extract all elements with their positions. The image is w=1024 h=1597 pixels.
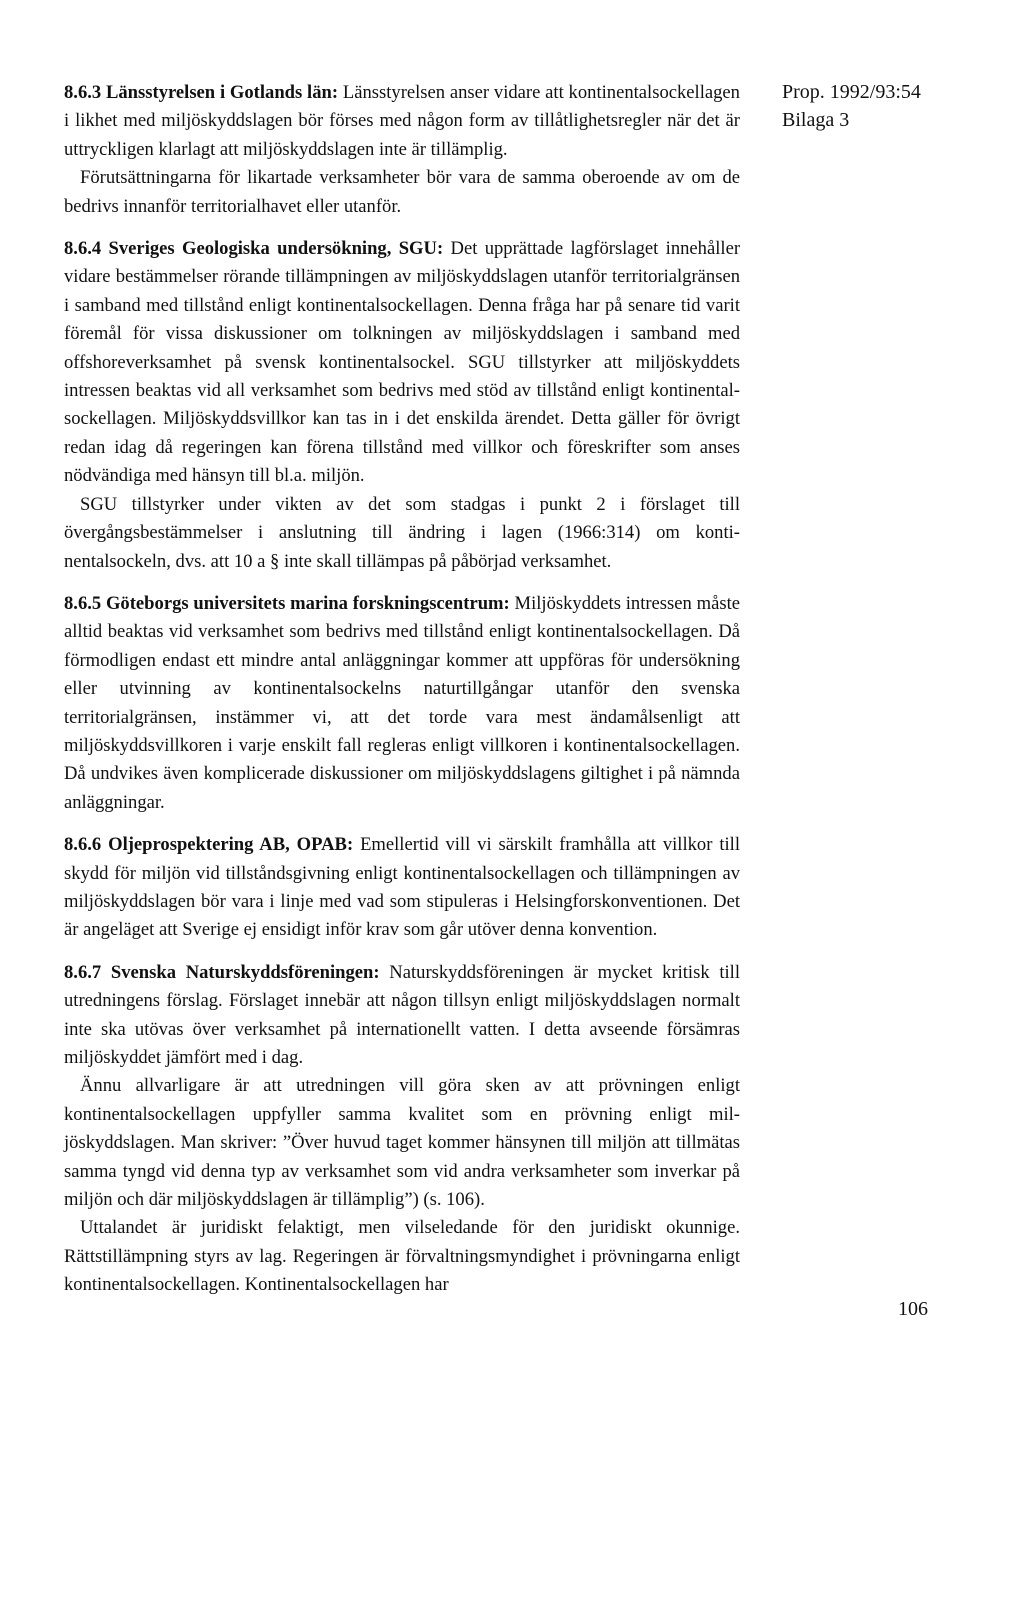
paragraph-text: Naturskyddsföreningen är mycket kritisk till utredningens förslag. Förslaget innebär att någon tillsyn enligt miljöskyddslagen normalt inte ska utövas över verksamhet på internationellt vatten. I detta avseende försämras miljöskyddet jämfört med i dag. — [64, 961, 740, 1068]
section-8-6-3 — [64, 79, 740, 221]
section-8-6-4 — [64, 235, 740, 576]
section-8-6-5 — [64, 590, 740, 817]
paragraph-text: Länsstyrelsen anser vidare att kontinentalsockellagen i likhet med miljöskyddslagen bör förses med någon form av tillåtlighetsregler när det är uttryckligen klarlagt att miljöskyddslagen inte är tillämplig. — [64, 82, 740, 160]
document-reference — [782, 78, 982, 134]
section-8-6-7 — [64, 959, 740, 1300]
section-heading: 8.6.3 Länsstyrelsen i Gotlands län: — [64, 82, 339, 103]
paragraph: Uttalandet är juridiskt felaktigt, men vilseledande för den juridiskt okunnige. Rättstillämpning styrs av lag. Regeringen är förvaltningsmyndighet i prövningarna enligt kontinentalsockellagen. Kontinentalsockellagen har — [64, 1217, 740, 1296]
paragraph-text: Det upprättade lagförslaget innehåller vidare bestämmelser rörande tillämpningen av miljöskyddslagen utanför territorialgränsen i samband med tillstånd enligt kontinentalsockellagen. Denna fråga har på senare tid varit föremål för vissa diskussioner om tolkningen av miljöskyddslagen i samband med offshoreverksamhet på svensk kontinentalsockel. SGU tillstyrker att miljöskyddets intressen beaktas vid all verksamhet som bedrivs med stöd av tillstånd enligt kontinentalsockellagen. Miljöskyddsvillkor kan tas in i det enskilda ärendet. Detta gäller för övrigt redan idag då regeringen kan förena tillstånd med villkor och föreskrifter som anses nödvändiga med hänsyn till bl.a. miljön. — [64, 238, 741, 487]
proposition-number: Prop. 1992/93:54 — [782, 81, 921, 103]
paragraph-text: Emellertid vill vi särskilt framhålla att villkor till skydd för miljön vid tillståndsgivning enligt kontinentalsockellagen och tillämpningen av miljöskyddslagen bör vara i linje med vad som stipuleras i Helsingforskonventionen. Det är angeläget att Sverige ej ensidigt inför krav som går utöver denna konvention. — [64, 834, 740, 941]
page-number: 106 — [898, 1298, 928, 1320]
paragraph: SGU tillstyrker under vikten av det som stadgas i punkt 2 i förslaget till övergångsbestämmelser i anslutning till ändring i lagen (1966:314) om kontinentalsockeln, dvs. att 10 a § inte skall tillämpas på påbörjad verksamhet. — [64, 493, 740, 572]
paragraph-text: Miljöskyddets intressen måste alltid beaktas vid verksamhet som bedrivs med tillstånd enligt kontinentalsockellagen. Då förmodligen endast ett mindre antal anläggningar kommer att uppföras för undersökning eller utvinning av kontinentalsockelns naturtillgångar utanför den svenska territorialgränsen, instämmer vi, att det torde vara mest ändamålsenligt att miljöskyddsvillkoren i varje enskilt fall regleras enligt villkoren i kontinentalsockellagen. Då undvikes även komplicerade diskussioner om miljöskyddslagens giltighet i på nämnda anläggningar. — [64, 592, 740, 813]
section-heading: 8.6.5 Göteborgs universitets marina forskningscentrum: — [64, 592, 510, 614]
paragraph — [64, 831, 740, 945]
paragraph — [64, 590, 740, 817]
main-text — [64, 79, 740, 1314]
section-heading: 8.6.7 Svenska Naturskyddsföreningen: — [64, 961, 380, 983]
paragraph — [64, 235, 740, 491]
paragraph: Förutsättningarna för likartade verksamheter bör vara de samma oberoende av om de bedrivs innanför territorialhavet eller utanför. — [64, 167, 740, 217]
appendix-label: Bilaga 3 — [782, 109, 850, 131]
section-heading: 8.6.4 Sveriges Geologiska undersökning, SGU: — [64, 238, 444, 260]
paragraph — [64, 959, 740, 1073]
paragraph — [64, 79, 740, 164]
section-8-6-6 — [64, 831, 740, 945]
section-heading: 8.6.6 Oljeprospektering AB, OPAB: — [64, 834, 354, 856]
paragraph: Ännu allvarligare är att utredningen vill göra sken av att prövningen enligt kontinentalsockellagen uppfyller samma kvalitet som en prövning enligt miljöskyddslagen. Man skriver: ”Över huvud taget kommer hänsynen till miljön att tillmätas samma tyngd vid denna typ av verksamhet som vid andra verksamheter som inverkar på miljön och där miljöskyddslagen är tillämplig”) (s. 106). — [64, 1075, 740, 1211]
